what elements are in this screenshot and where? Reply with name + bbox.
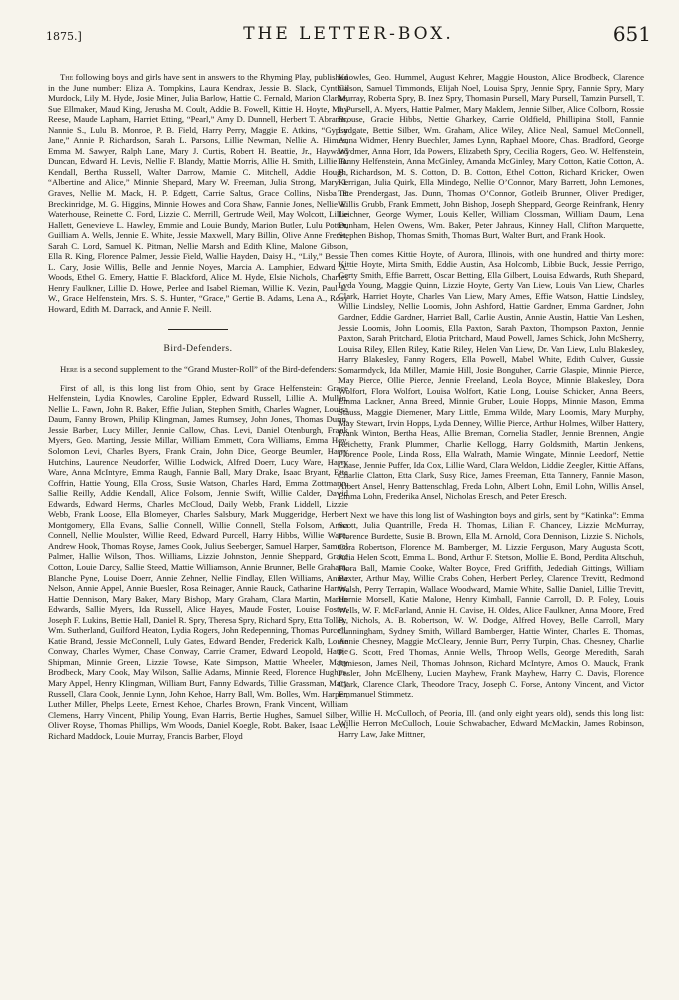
ohio-list-continued: Knowles, Geo. Hummel, August Kehrer, Maggie Houston, Alice Brodbeck, Clarence Gilson, Samuel Timmonds, Elijah Noel, Louisa Spry, Jennie Spry, Fannie Spry, Mary Murray, Roberta Spry, B. Inez Spry, Thomasin Pursell, Mary Pursell, Tamzin Pursell, T. J. Pursell, A. Myers, Hattie Palmer, Mary Maklem, Jennie Silber, Alice Colborn, Rossie Brouse, Gracie Hibbs, Nettie Gharkey, Carrie Oldfield, Phillipina Stoll, Fannie Ludgate, Bettie Silber, Wm. Graham, Alice Wiley, Alice Neal, Samuel McConnell, Anna Widmer, Henry Buechler, James Lynn, Raphael Moore, Chas. Bradford, George Wydmer, Anna Horr, Ida Powers, Elizabeth Spry, Cecilia Rogers, Geo. W. Helfenstein, Fanny Helfenstein, Anna McGinley, Amanda McGinley, Mary Cotton, Katie Cotton, A. B. Richardson, M. S. Cotton, D. B. Cotton, Ethel Cotton, Richard Kricker, Owen Kerrigan, Julia Quirk, Ella Mindego, Nellie O’Connor, Mary Barrett, John Lemones, Tate Prendergast, Jas. Dunn, Thomas O’Connor, Gotleib Brunner, Oliver Prediger, Willis Grubb, Frank Emmett, John Bishop, Joseph Sheppard, George Reinfrank, Henry Leichner, George Wymer, Louis Keller, William Clossman, William Daum, Lena Dunham, Helen Owens, Wm. Baker, Peter Jahraus, Kinney Hall, Clifton Marquette, Stephen Bishop, Thomas Smith, Thomas Burt, Walter Burt, and Frank Hook. bbox=[338, 72, 644, 241]
peoria-list-paragraph: Willie H. McCulloch, of Peoria, Ill. (and only eight years old), sends this long list: Willie Herron McCulloch, Louie Schwabacher, Edward McMackin, James Robinson, Harry Law, Jake Mittner, bbox=[338, 707, 644, 739]
supplement-paragraph bbox=[48, 364, 348, 375]
paragraph-lead: The bbox=[60, 72, 74, 82]
left-column bbox=[48, 72, 348, 741]
page-number: 651 bbox=[612, 22, 651, 46]
issue-year: 1875.] bbox=[46, 30, 82, 43]
aurora-list-paragraph: Then comes Kittie Hoyte, of Aurora, Illinois, with one hundred and thirty more: Kittie Hoyte, Mirta Smith, Eddie Austin, Asa Holcomb, Libbie Buck, Jessie Perrigo, Gerty Smith, Effie Barrett, Oscar Betting, Ella Gilbert, Louisa Edwards, Ruth Shepard, Lyda Young, Maggie Quinn, Lizzie Hoyte, Gerty Van Liew, Louis Van Liew, Charles Clark, Harriet Hoyte, Charles Van Liew, Mary Ames, Effie Watson, Hattie Lindsley, Willie Lindsley, Nellie Loomis, John Ashford, Hattie Gardner, Emma Gardner, John Gardner, Eddie Gardner, Harriet Ball, Carlie Austin, Annie Austin, Hattie Van Leshen, Jessie Loomis, John Loomis, Ella Paxton, Sarah Paxton, Thompson Paxton, Jennie Paxton, Sarah Pritchard, Elotia Pritchard, Maud Powell, James Schick, John McSherry, Louisa Riley, Ellen Riley, Katie Riley, Helen Van Liew, Dr. Van Liew, Lulu Blakesley, Harry Blakesley, Fanny Rogers, Ella Powell, Mabel White, Edith Culver, Gussie Somarmdyck, Ida Miller, Mamie Hill, Josie Bonguher, Carrie Glaspie, Minnie Pierce, May Pierce, Ollie Pierce, Jennie Freeland, Leola Boyce, Minnie Blakesley, Dora Wolfort, Flora Wolfort, Louisa Wolfort, Katie Long, Louise Schicker, Anna Beers, Emma Lackner, Anna Breed, Minnie Gruber, Louie Hopps, Minnie Mason, Emma Stauss, Maggie Diemener, Mary Little, Emma Wilde, Mary Loomis, Mary Murphy, May Stewart, Irvin Hopps, Lyda Denney, Willie Pierce, Arthur Holmes, Wilber Hattery, Frank Winton, Bertha Heas, Allie Breman, Cornelia Stadler, Jennie Brennen, Angie Reichetty, Frank Plummer, Charlie Kellogg, Harry Goldsmith, Martin Jenkens, Florence Poole, Linda Ross, Ella Walrath, Mamie Wingate, Minnie Leedorf, Nettie Chase, Jennie Puffer, Ida Cox, Lillie Ward, Clara Weldon, Liddie Zeegler, Kittie Affans, Charlie Clatton, Etta Clark, Susy Rice, James Freeman, Etta Tannery, Fannie Mason, Albert Ansel, Henry Battenschlag, Freda Lohn, Albert Lohn, Emil Lohn, Willis Ansel, Emma Lohn, Frederika Ansel, Nicholas Eresch, and Peter Eresch. bbox=[338, 248, 644, 502]
ohio-list-paragraph: First of all, is this long list from Ohio, sent by Grace Helfenstein: Grace Helfenstein, Lydia Knowles, Caroline Eppler, Edward Russell, Lillie A. Mullin, Nellie L. Fawn, John R. Baker, Effie Julian, Stephen Smith, Charles Wagner, Louisa Daum, Fanny Brown, Philip Klingman, James Rumsey, John Jones, Thomas Dunn, Jessie Barber, Lucy Miller, Jennie Callow, Chas. Levi, Daniel Otenburgh, Frank Myers, Geo. Marting, Jessie Millar, William Emmett, Cora Williams, Emma Hey, Solomon Levi, Charles Byers, Frank Crain, John Dice, George Beumler, Harry Hutchins, Laurence Neudorfer, Willie Lodwick, Alfred Doerr, Lucy Ware, Harry Ware, Anna McIntyre, Emma Raugh, Fannie Ball, Mary Drake, Isaac Bryant, Etta Coffrin, Hattie Young, Ella Cross, Susie Watson, Charles Hard, Emma Zottmann, Sallie Reilly, Addie Kendall, Alice Folsom, Jennie Swift, Willie Calder, David Edwards, Edward Herms, Charles McCloud, Daily Webb, Frank Liddell, Lizzie Webb, Frank Loose, Ella Blomeyer, Charles Salsbury, Mark Muggeridge, Herbert Montgomery, Ella Evans, Sallie Connell, Willie Connell, Stella Folsom, Anna Connell, Nellie Moulster, Willie Reed, Edward Purcell, Harry Hibbs, Willie Ware, Andrew Hook, Thomas Royse, James Cook, Julius Seeberger, Samuel Harper, Samuel Palmer, Hallie Wilson, Thos. Williams, Lizzie Johnston, Jennie Sheppard, Grace Cotton, Louie Darcy, Sallie Steed, Mattie Williamson, Annie Brunner, Belle Graham, Blanche Pyne, Louise Doerr, Annie Zehner, Nellie Findlay, Ellen Williams, Annie Nelson, Annie Appel, Annie Buesler, Rosa Reinager, Annie Rauck, Catharine Harris, Hattie Dennison, Mary Baker, Mary Bishop, Mary Graham, Clara Martin, Martin Edwards, Sallie Myers, Ida Russell, Alice Hayes, Maude Foster, Louise Foster, Joseph F. Lukins, Bettie Hall, Daniel R. Spry, Theresa Spry, Richard Spry, Etta Tolley, Wm. Sutherland, Guilford Heaton, Lydia Rogers, John Redepenning, Thomas Purcell, Katie Brand, Jessie McConnell, Luly Gates, Edward Bender, Frederick Kalb, Louie Conway, Charles Wymer, Chase Conway, Carrie Cramer, Edward Leopold, Hattie Shipman, Minnie Green, Lizzie Towse, Kate Simpson, Mattie Wheeler, Mary Brodbeck, Mary Cook, May Wilson, Sallie Adams, Minnie Reed, Florence Hughes, Mary Appel, Henry Klingman, William Burt, Fanny Edwards, Tillie Grassman, Mary Russell, Clara Cook, Jennie Lynn, John Kehoe, Harry Ball, Wm. Bolles, Wm. Harper, Luther Miller, Phelps Leete, Ernest Kehoe, Charles Brown, Frank Vincent, William Clemens, Harry Vincent, Philip Young, Evan Harris, Bertie Hughes, Samuel Silber, Oliver Royse, Thomas Phillips, Wm Woods, Daniel Koegle, Robt. Baker, Isaac Levi, Richard Maddock, Louie Murray, Francis Barber, Floyd bbox=[48, 382, 348, 741]
section-title: THE LETTER-BOX. bbox=[243, 24, 454, 44]
supplement-text: is a second supplement to the “Grand Muster-Roll” of the Bird-defenders: bbox=[77, 364, 337, 375]
page-header bbox=[46, 22, 651, 46]
section-divider bbox=[168, 329, 228, 330]
washington-list-paragraph: Next we have this long list of Washington boys and girls, sent by “Katinka”: Emma Scott, Julia Quantrille, Freda H. Thomas, Lilian F. Chancey, Lizzie McMurray, Florence Burdette, Susie B. Brown, Ella M. Arnold, Cora Dennison, Lizzie S. Nichols, Cora Robertson, Florence M. Bamberger, M. Lizzie Ferguson, Mary Augusta Scott, Julia Helen Scott, Emma L. Bond, Arthur F. Stetson, Mollie E. Bond, Perdita Altschuh, Flora Ball, Mamie Cooke, Walter Boyce, Fred Griffith, Jedediah Gittings, William Baxter, Arthur May, Willie Crabs Cohen, Herbert Perley, Clarence Trevitt, Redmond Walsh, Perry Terrapin, Wallace Woodward, Mamie White, Sallie Daniel, Lillie Trevitt, Hernie Morsell, Katie Malone, Henry Kimball, Fannie Carroll, D. P. Foley, Louis Wells, W. F. McFarland, Annie H. Cavise, H. Oldes, Alice Faulkner, Anna Moore, Fred B. Nichols, A. B. Robertson, W. W. Dodge, Alfred Hovey, Belle Carroll, Mary Cunningham, Sydney Smith, Willard Bamberger, Hattie Winter, Charles E. Thomas, Annie Chesney, Maggie McCleary, Jennie Burr, Perry Turpin, Chas. Chesney, Charlie P. G. Scott, Fred Thomas, Annie Wells, Throop Wells, George Meredith, Sarah Jamieson, James Neil, Thomas Johnson, Richard McIntyre, Amos O. Mauck, Frank Fesler, John McElheny, Lucien Mayhew, Frank Mayhew, Harry C. Davis, Florence Clark, Clarence Clark, Theodore Tracy, Joseph C. Forse, Antony Vincent, and Victor Emmanuel Stimmetz. bbox=[338, 509, 644, 700]
paragraph-lead: Here bbox=[60, 364, 78, 375]
rhyming-play-text: following boys and girls have sent in answers to the Rhyming Play, published in the June number: Eliza A. Tompkins, Laura Kendrax, Jessie B. Slack, Cynthia Murdock, Lily M. Hyde, Josie Miner, Julia Barlow, Hattie C. Fernald, Marion Clarke, Sue Ellmaker, Maud King, Jerusha M. Coult, Addie B. Fowell, Kittie H. Hoyte, May Reese, Maude Lapham, Harriet Etting, “Pearl,” Amy D. Dunnell, Herbert T. Abrams, Nannie S., Lulu B. Monroe, P. B. Field, Harry Perry, Maggie E. Atkins, “Gypsy Jane,” Annie P. Richardson, Sarah L. Parsons, Lillie Newman, Nellie A. Himes, Emma M. Sawyer, Ralph Lane, Mary J. Curtis, Robert H. Beattie, Jr., Hayward Duncan, Edward H. Levis, Nellie F. Blandy, Mattie Morris, Allie H. Smith, Lillie B. Kendall, Bertha Russell, Walter Darrow, Mamie C. Mitchell, Addie Hough, “Albertine and Alice,” Minnie Shepard, Mary W. Freeman, Julia Strong, Mary I. Graves, Nellie M. Mack, H. P. Edgett, Carrie Saltus, Grace Collins, Nisba P. Breckinridge, M. G. Higgins, Minnie Howes and Cora Shaw, Fannie Jones, Nellie E. Waterhouse, Reinette C. Ford, Lizzie C. Merrill, Gertrude Weil, May Wolcott, Lillie Hallett, Genevieve L. Hawley, Emmie and Louie Bundy, Marion Butler, Lulu Potter, Guilliam A. Wells, Jennie E. White, Jessie Maxwell, Mary Billin, Olive Anne Freret, Sarah C. Lord, Samuel K. Pitman, Nellie Marsh and Edith Kline, Malone Gibson, Ella R. King, Florence Palmer, Jessie Field, Wallie Hayden, Daisy H., “Lily,” Bessie L. Cary, Josie Willis, Belle and Jennie Noyes, Marcia A. Lamphier, Edward A. Woods, Ethel G. Emery, Hattie F. Blackford, Alice M. Hyde, Elsie Nichols, Charles Henry Faulkner, Lillie D. Howe, Perlee and Isabel Rieman, Willie K. Vezin, Paul E. W., Grace Helfenstein, Mrs. S. S. Hunter, “Grace,” Gertie B. Adams, Lena A., Rosy Howard, Edith M. Darrack, and Annie F. Neill. bbox=[48, 72, 348, 315]
right-column bbox=[338, 72, 644, 739]
bird-defenders-heading: Bird-Defenders. bbox=[163, 343, 233, 354]
rhyming-play-paragraph bbox=[48, 72, 348, 315]
